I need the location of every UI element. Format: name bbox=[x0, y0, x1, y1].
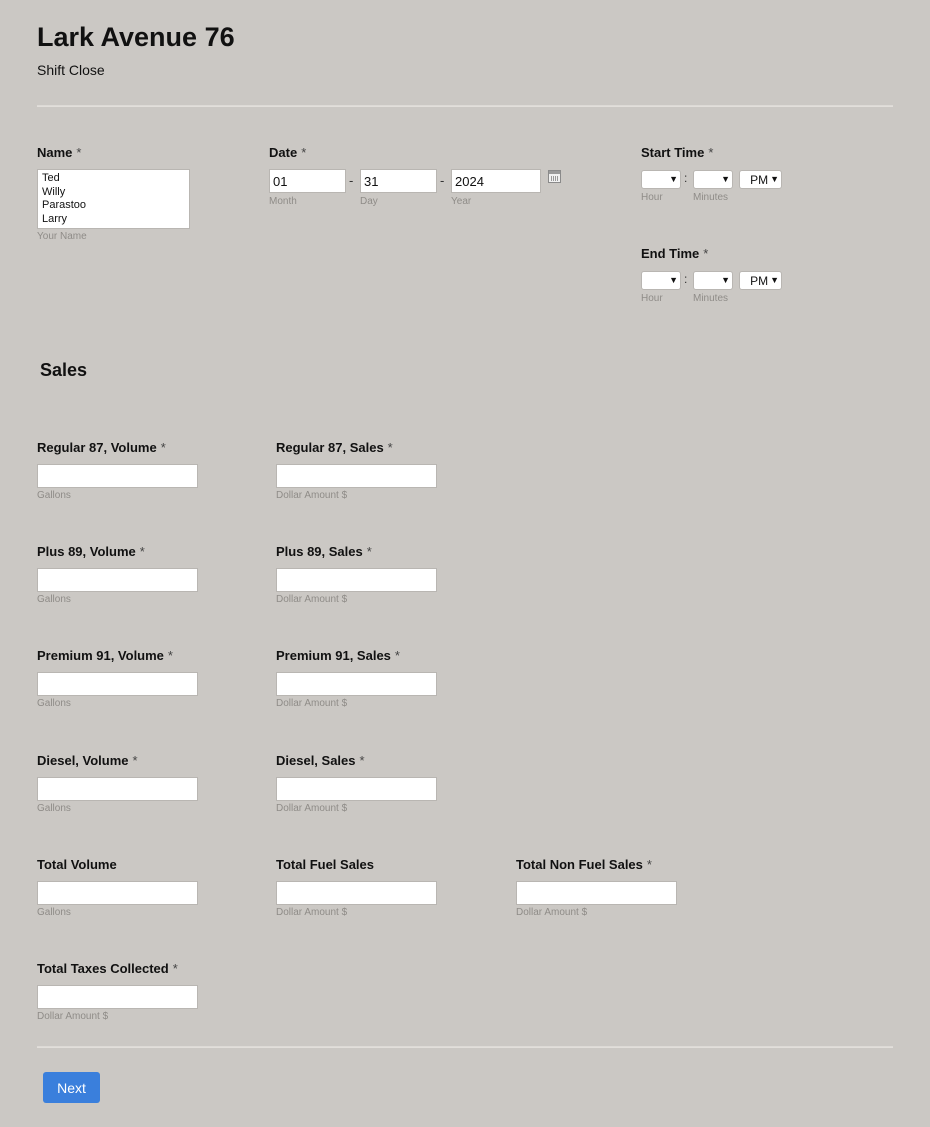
total-taxes-sublabel: Dollar Amount $ bbox=[37, 1011, 109, 1022]
end-time-label-text: End Time bbox=[641, 246, 700, 261]
diesel-sales-label-text: Diesel, Sales bbox=[276, 753, 356, 768]
start-ampm-value: PM bbox=[750, 172, 769, 187]
chevron-down-icon: ▼ bbox=[669, 174, 678, 184]
required-mark: * bbox=[160, 440, 166, 455]
name-option[interactable]: Ted bbox=[42, 172, 60, 184]
total-taxes-input[interactable] bbox=[37, 985, 198, 1009]
required-mark: * bbox=[139, 544, 145, 559]
required-mark: * bbox=[703, 246, 709, 261]
chevron-down-icon: ▼ bbox=[770, 275, 779, 285]
year-input[interactable] bbox=[451, 169, 541, 193]
total-volume-label bbox=[37, 857, 117, 872]
total-non-fuel-sales-label bbox=[516, 857, 652, 872]
end-time-label bbox=[641, 246, 708, 261]
date-separator: - bbox=[440, 173, 445, 188]
time-separator: : bbox=[684, 171, 688, 185]
premium-volume-sublabel: Gallons bbox=[37, 698, 71, 709]
name-option[interactable]: Willy bbox=[42, 185, 66, 198]
required-mark: * bbox=[646, 857, 652, 872]
day-sublabel: Day bbox=[360, 196, 378, 207]
date-label-text: Date bbox=[269, 145, 298, 160]
regular-sales-label bbox=[276, 440, 393, 455]
end-hour-sublabel: Hour bbox=[641, 293, 663, 304]
end-ampm-select[interactable] bbox=[739, 271, 782, 290]
diesel-sales-sublabel: Dollar Amount $ bbox=[276, 803, 348, 814]
total-volume-label-text: Total Volume bbox=[37, 857, 117, 872]
required-mark: * bbox=[708, 145, 714, 160]
form-subtitle: Shift Close bbox=[37, 62, 105, 78]
end-minutes-select[interactable] bbox=[693, 271, 733, 290]
chevron-down-icon: ▼ bbox=[669, 275, 678, 285]
required-mark: * bbox=[167, 648, 173, 663]
chevron-down-icon: ▼ bbox=[721, 174, 730, 184]
diesel-volume-label-text: Diesel, Volume bbox=[37, 753, 129, 768]
diesel-volume-input[interactable] bbox=[37, 777, 198, 801]
premium-volume-label bbox=[37, 648, 173, 663]
required-mark: * bbox=[359, 753, 365, 768]
time-separator: : bbox=[684, 272, 688, 286]
required-mark: * bbox=[132, 753, 138, 768]
end-ampm-value: PM bbox=[750, 273, 769, 288]
header-divider bbox=[37, 105, 893, 107]
total-fuel-sales-input[interactable] bbox=[276, 881, 437, 905]
regular-volume-label-text: Regular 87, Volume bbox=[37, 440, 157, 455]
regular-volume-input[interactable] bbox=[37, 464, 198, 488]
date-separator: - bbox=[349, 173, 354, 188]
premium-sales-input[interactable] bbox=[276, 672, 437, 696]
name-label-text: Name bbox=[37, 145, 73, 160]
plus-volume-sublabel: Gallons bbox=[37, 594, 71, 605]
plus-sales-label-text: Plus 89, Sales bbox=[276, 544, 363, 559]
diesel-sales-label bbox=[276, 753, 365, 768]
total-fuel-sales-sublabel: Dollar Amount $ bbox=[276, 907, 348, 918]
name-option[interactable]: Parastoo bbox=[42, 199, 87, 212]
total-volume-input[interactable] bbox=[37, 881, 198, 905]
required-mark: * bbox=[394, 648, 400, 663]
start-minutes-sublabel: Minutes bbox=[693, 192, 729, 203]
calendar-icon[interactable] bbox=[548, 170, 561, 183]
diesel-volume-label bbox=[37, 753, 138, 768]
plus-volume-label bbox=[37, 544, 145, 559]
premium-volume-label-text: Premium 91, Volume bbox=[37, 648, 164, 663]
required-mark: * bbox=[172, 961, 178, 976]
premium-sales-label bbox=[276, 648, 400, 663]
total-non-fuel-sales-sublabel: Dollar Amount $ bbox=[516, 907, 588, 918]
plus-volume-label-text: Plus 89, Volume bbox=[37, 544, 136, 559]
premium-volume-input[interactable] bbox=[37, 672, 198, 696]
regular-sales-label-text: Regular 87, Sales bbox=[276, 440, 384, 455]
start-minutes-select[interactable] bbox=[693, 170, 733, 189]
plus-sales-label bbox=[276, 544, 372, 559]
plus-sales-sublabel: Dollar Amount $ bbox=[276, 594, 348, 605]
plus-volume-input[interactable] bbox=[37, 568, 198, 592]
total-volume-sublabel: Gallons bbox=[37, 907, 71, 918]
required-mark: * bbox=[76, 145, 82, 160]
total-taxes-label-text: Total Taxes Collected bbox=[37, 961, 169, 976]
regular-sales-sublabel: Dollar Amount $ bbox=[276, 490, 348, 501]
chevron-down-icon: ▼ bbox=[770, 174, 779, 184]
end-minutes-sublabel: Minutes bbox=[693, 293, 729, 304]
regular-volume-label bbox=[37, 440, 166, 455]
regular-volume-sublabel: Gallons bbox=[37, 490, 71, 501]
start-hour-sublabel: Hour bbox=[641, 192, 663, 203]
name-label bbox=[37, 145, 81, 160]
premium-sales-label-text: Premium 91, Sales bbox=[276, 648, 391, 663]
form-title: Lark Avenue 76 bbox=[37, 22, 235, 52]
start-time-label-text: Start Time bbox=[641, 145, 705, 160]
total-fuel-sales-label-text: Total Fuel Sales bbox=[276, 857, 375, 872]
required-mark: * bbox=[366, 544, 372, 559]
required-mark: * bbox=[301, 145, 307, 160]
name-sublabel: Your Name bbox=[37, 231, 87, 242]
chevron-down-icon: ▼ bbox=[721, 275, 730, 285]
year-sublabel: Year bbox=[451, 196, 472, 207]
name-option[interactable]: Larry bbox=[42, 213, 68, 226]
premium-sales-sublabel: Dollar Amount $ bbox=[276, 698, 348, 709]
date-label bbox=[269, 145, 306, 160]
month-input[interactable] bbox=[269, 169, 346, 193]
day-input[interactable] bbox=[360, 169, 437, 193]
name-listbox[interactable] bbox=[37, 169, 190, 229]
end-hour-select[interactable] bbox=[641, 271, 681, 290]
diesel-volume-sublabel: Gallons bbox=[37, 803, 71, 814]
start-ampm-select[interactable] bbox=[739, 170, 782, 189]
total-fuel-sales-label bbox=[276, 857, 374, 872]
footer-divider bbox=[37, 1046, 893, 1048]
plus-sales-input[interactable] bbox=[276, 568, 437, 592]
start-hour-select[interactable] bbox=[641, 170, 681, 189]
total-non-fuel-sales-label-text: Total Non Fuel Sales bbox=[516, 857, 643, 872]
total-taxes-label bbox=[37, 961, 178, 976]
regular-sales-input[interactable] bbox=[276, 464, 437, 488]
required-mark: * bbox=[387, 440, 393, 455]
start-time-label bbox=[641, 145, 713, 160]
total-non-fuel-sales-input[interactable] bbox=[516, 881, 677, 905]
month-sublabel: Month bbox=[269, 196, 297, 207]
diesel-sales-input[interactable] bbox=[276, 777, 437, 801]
next-button[interactable]: Next bbox=[43, 1072, 100, 1103]
sales-section-title: Sales bbox=[40, 360, 88, 380]
